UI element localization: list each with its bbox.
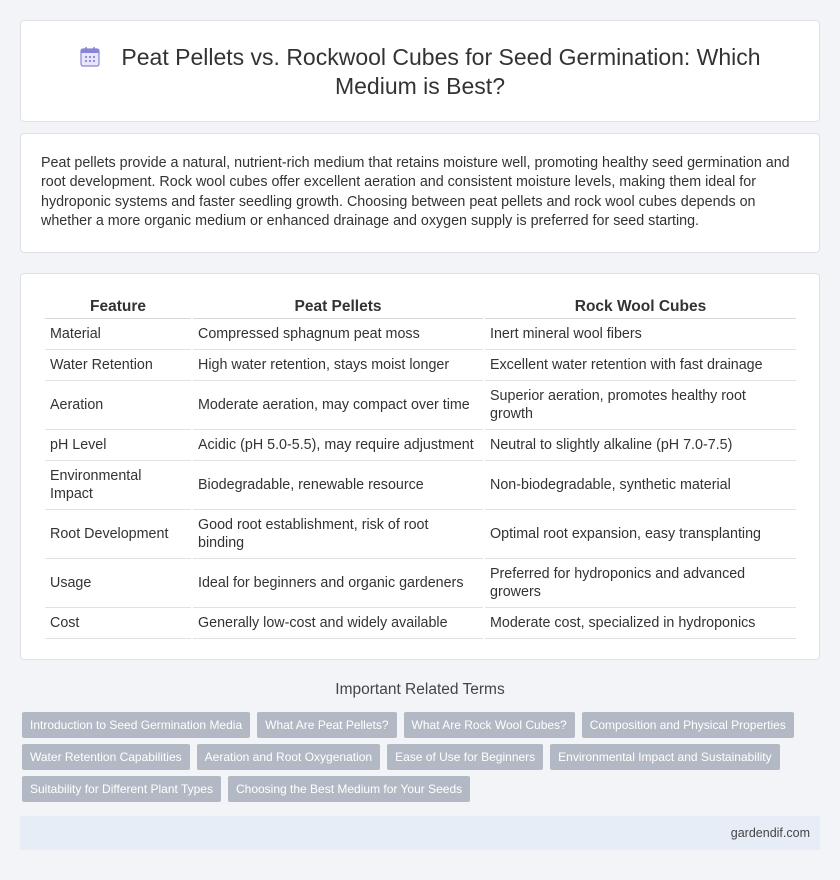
related-term-tag[interactable]: What Are Peat Pellets? <box>257 712 396 738</box>
related-term-tag[interactable]: Environmental Impact and Sustainability <box>550 744 779 770</box>
peat-cell: Good root establishment, risk of root binding <box>193 510 483 559</box>
feature-cell: Water Retention <box>45 350 191 381</box>
related-term-tag[interactable]: Water Retention Capabilities <box>22 744 190 770</box>
peat-cell: Generally low-cost and widely available <box>193 608 483 639</box>
comparison-table <box>43 294 798 639</box>
feature-cell: Material <box>45 319 191 350</box>
footer-site-link[interactable]: gardendif.com <box>730 826 810 840</box>
peat-cell: Biodegradable, renewable resource <box>193 461 483 510</box>
page-title-text: Peat Pellets vs. Rockwool Cubes for Seed Germination: Which Medium is Best? <box>121 44 761 99</box>
table-row <box>45 319 796 350</box>
related-term-tag[interactable]: What Are Rock Wool Cubes? <box>404 712 575 738</box>
peat-cell: Moderate aeration, may compact over time <box>193 381 483 430</box>
header-rock-wool-cubes: Rock Wool Cubes <box>485 294 796 319</box>
intro-paragraph: Peat pellets provide a natural, nutrient-rich medium that retains moisture well, promoting healthy seed germination and root development. Rock wool cubes offer excellent aeration and consistent moisture levels, making them ideal for hydroponic systems and faster seedling growth. Choosing between peat pellets and rock wool cubes depends on whether a more organic medium or enhanced drainage and oxygen supply is preferred for seed starting. <box>41 155 790 229</box>
feature-cell: pH Level <box>45 430 191 461</box>
peat-cell: Compressed sphagnum peat moss <box>193 319 483 350</box>
page-title <box>61 43 779 101</box>
rockwool-cell: Neutral to slightly alkaline (pH 7.0-7.5) <box>485 430 796 461</box>
related-term-tag[interactable]: Composition and Physical Properties <box>582 712 794 738</box>
feature-cell: Aeration <box>45 381 191 430</box>
rockwool-cell: Inert mineral wool fibers <box>485 319 796 350</box>
table-header-row <box>45 294 796 319</box>
related-term-tag[interactable]: Suitability for Different Plant Types <box>22 776 221 802</box>
related-term-tag[interactable]: Introduction to Seed Germination Media <box>22 712 250 738</box>
related-terms-title: Important Related Terms <box>335 681 505 698</box>
feature-cell: Usage <box>45 559 191 608</box>
peat-cell: Ideal for beginners and organic gardeners <box>193 559 483 608</box>
related-term-tag[interactable]: Ease of Use for Beginners <box>387 744 543 770</box>
intro-card <box>20 133 820 253</box>
feature-cell: Root Development <box>45 510 191 559</box>
table-row <box>45 430 796 461</box>
calendar-icon <box>79 46 101 68</box>
peat-cell: Acidic (pH 5.0-5.5), may require adjustment <box>193 430 483 461</box>
table-row <box>45 559 796 608</box>
table-row <box>45 381 796 430</box>
rockwool-cell: Preferred for hydroponics and advanced growers <box>485 559 796 608</box>
rockwool-cell: Excellent water retention with fast drainage <box>485 350 796 381</box>
footer <box>20 816 820 850</box>
header-peat-pellets: Peat Pellets <box>193 294 483 319</box>
table-row <box>45 510 796 559</box>
table-row <box>45 461 796 510</box>
header-feature: Feature <box>45 294 191 319</box>
rockwool-cell: Optimal root expansion, easy transplanting <box>485 510 796 559</box>
table-row <box>45 350 796 381</box>
rockwool-cell: Moderate cost, specialized in hydroponics <box>485 608 796 639</box>
rockwool-cell: Non-biodegradable, synthetic material <box>485 461 796 510</box>
table-row <box>45 608 796 639</box>
header-card <box>20 20 820 122</box>
feature-cell: Environmental Impact <box>45 461 191 510</box>
peat-cell: High water retention, stays moist longer <box>193 350 483 381</box>
related-term-tag[interactable]: Choosing the Best Medium for Your Seeds <box>228 776 470 802</box>
related-term-tag[interactable]: Aeration and Root Oxygenation <box>197 744 380 770</box>
rockwool-cell: Superior aeration, promotes healthy root growth <box>485 381 796 430</box>
related-terms-list <box>22 712 812 808</box>
feature-cell: Cost <box>45 608 191 639</box>
comparison-card <box>20 273 820 660</box>
